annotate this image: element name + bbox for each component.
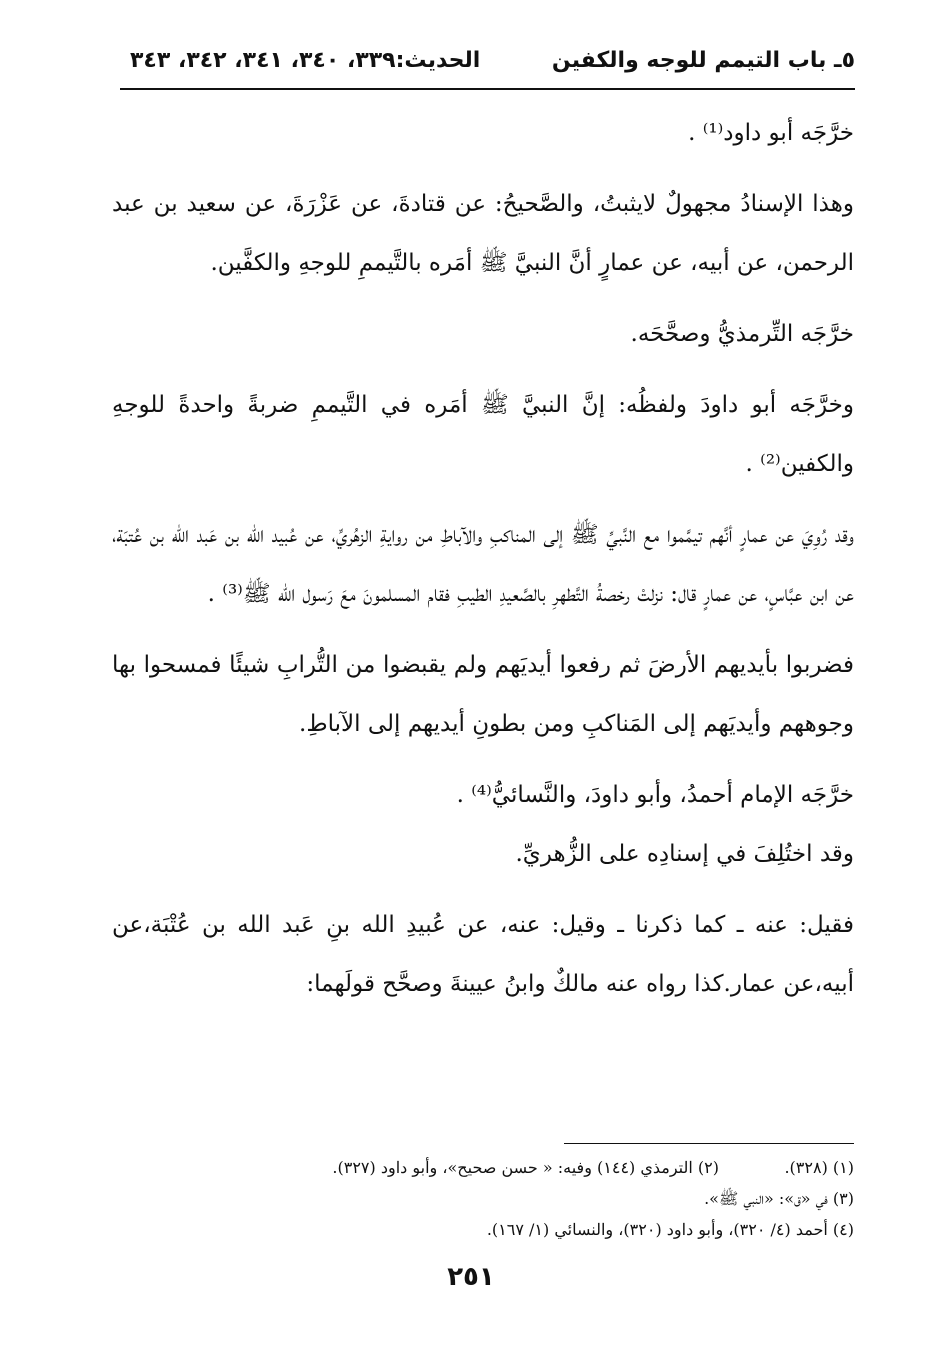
main-text [112, 104, 854, 1014]
footnote-divider [564, 1143, 854, 1144]
paragraph: وخرَّجَه أبو داودَ ولفظُه: إنَّ النبيَّ ﷺ أمَره في التَّيممِ ضربةً واحدةً للوجهِ والكفين⁽²⁾ . [112, 392, 854, 477]
paragraph: فقيل: عنه ـ كما ذكرنا ـ وقيل: عنه، عن عُبيدِ الله بنِ عَبد الله بن عُتْبَة،عن أبيه،عن عمار.كذا رواه عنه مالكٌ وابنُ عيينةَ وصحَّح قولَهما: [112, 912, 854, 997]
paragraph: خرَّجَه الإمام أحمدُ، وأبو داودَ، والنَّسائيُّ⁽⁴⁾ . [456, 782, 854, 808]
header-divider [120, 88, 855, 90]
footnote-3: (٣) في «ق»: «النبي ﷺ». [704, 1189, 854, 1208]
chapter-title: ٥ـ باب التيمم للوجه والكفين [551, 48, 855, 73]
footnotes [112, 1152, 854, 1245]
paragraph: وقد رُوِيَ عن عمارٍ أنَّهم تيمَّموا مع النَّبيِّ ﷺ إلى المناكبِ والآباطِ من روايةِ الزهُريِّ، عن عُبيد الله بن عَبد الله بن عُتبَة، عن ابن عبَّاسٍ، عن عمارٍ قال: نزلتْ رخصةُ التَّطهرِ بالصَّعيدِ الطيبِ فقام المسلمونَ معَ رَسول الله ﷺ⁽³⁾ . [112, 522, 854, 607]
footnote-1: (١) (٣٢٨). [784, 1158, 854, 1177]
paragraph: وهذا الإسنادُ مجهولٌ لايثبتُ، والصَّحيحُ: عن قتادةَ، عن عَزْرَةَ، عن سعيد بن عبد الرحمن، عن أبيه، عن عمارٍ أنَّ النبيَّ ﷺ أمَره بالتَّيممِ للوجهِ والكفَّين. [112, 191, 854, 276]
paragraph: خرَّجَه التِّرمذيُّ وصحَّحَه. [630, 321, 854, 347]
hadith-numbers: الحديث:٣٣٩، ٣٤٠، ٣٤١، ٣٤٢، ٣٤٣ [130, 48, 481, 73]
footnote-row [112, 1152, 854, 1183]
footnote-2: (٢) الترمذي (١٤٤) وفيه: « حسن صحيح»، وأبو داود (٣٢٧). [332, 1158, 719, 1177]
paragraph: وقد اختُلِفَ في إسنادِه على الزُّهريِّ. [515, 841, 854, 867]
running-header [120, 42, 855, 82]
footnote-row [112, 1183, 854, 1214]
page-number: ٢٥١ [447, 1262, 495, 1292]
paragraph: خرَّجَه أبو داود⁽¹⁾ . [688, 120, 854, 146]
footnote-4: (٤) أحمد (٤/ ٣٢٠)، وأبو داود (٣٢٠)، والنسائي (١/ ١٦٧). [486, 1220, 854, 1239]
footnote-row [112, 1214, 854, 1245]
paragraph: فضربوا بأيديهم الأرضَ ثم رفعوا أيديَهم ولم يقبضوا من التُّرابِ شيئًا فمسحوا بها وجوههم وأيديَهم إلى المَناكبِ ومن بطونِ أيديهم إلى الآباطِ. [112, 652, 854, 737]
